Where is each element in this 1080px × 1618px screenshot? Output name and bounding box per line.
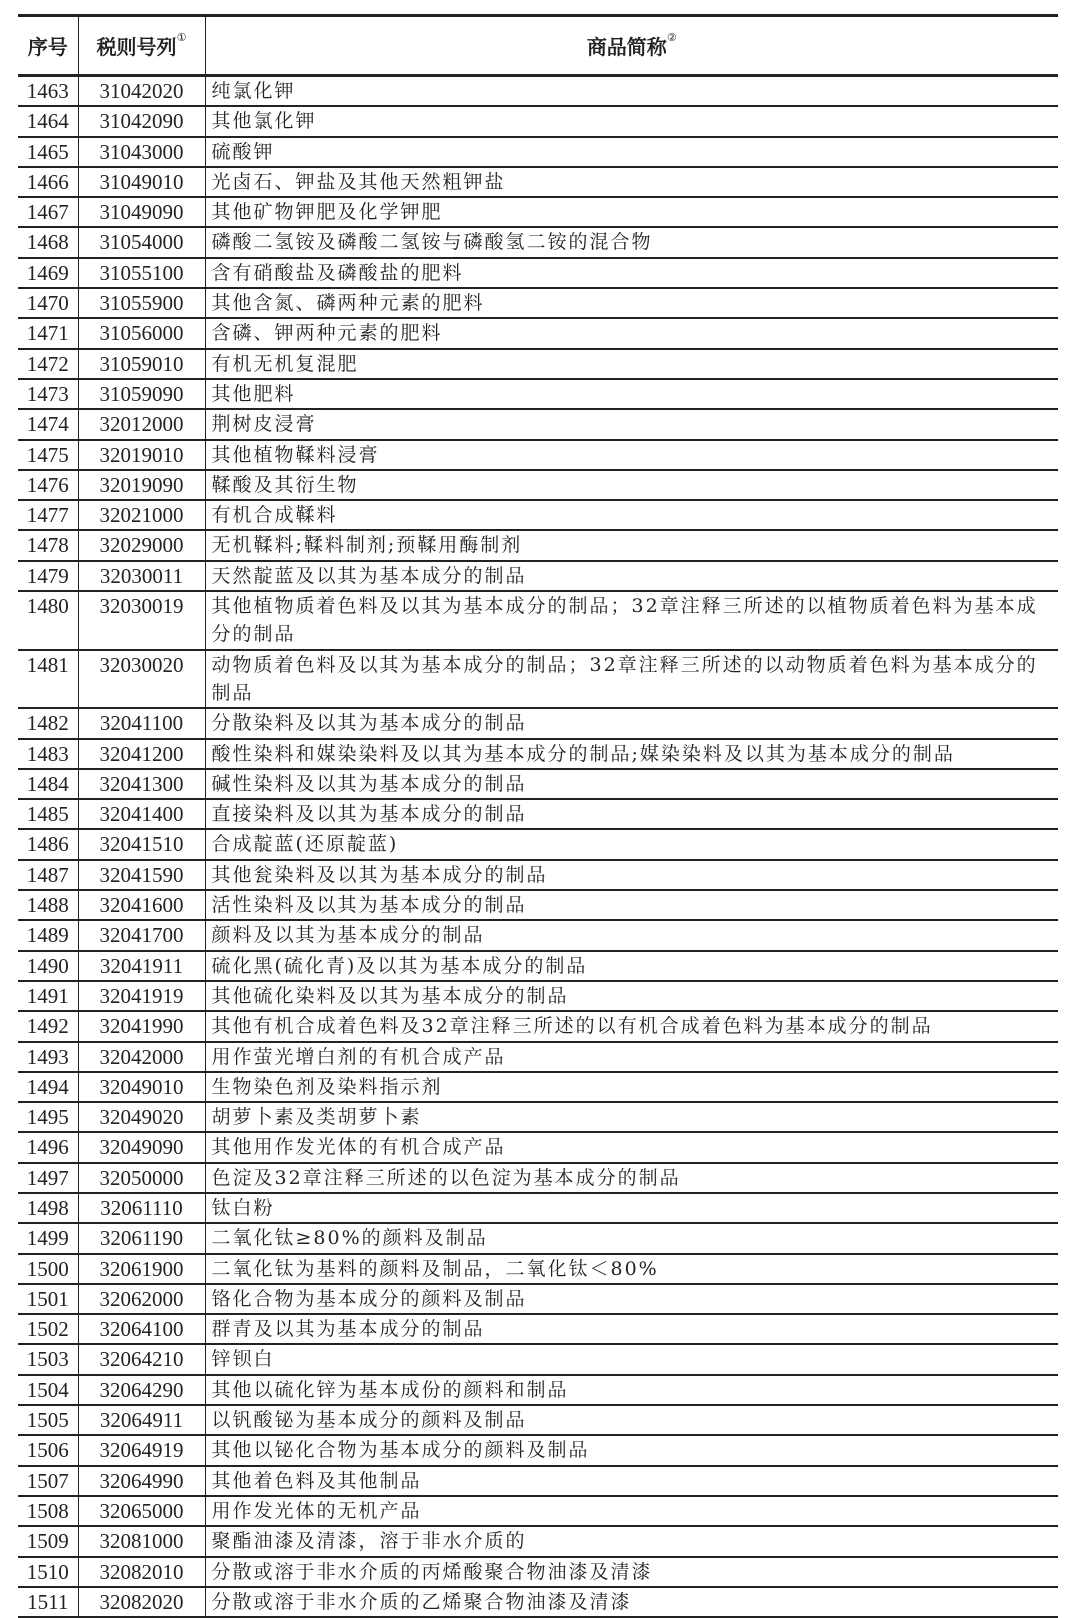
product-name: 直接染料及以其为基本成分的制品 xyxy=(205,799,1058,829)
product-name: 二氧化钛为基料的颜料及制品，二氧化钛＜80% xyxy=(205,1254,1058,1284)
product-name: 其他着色料及其他制品 xyxy=(205,1466,1058,1496)
table-row xyxy=(18,1587,1058,1617)
footnote-marker: ① xyxy=(176,31,187,44)
table-row xyxy=(18,318,1058,348)
product-name: 其他肥料 xyxy=(205,379,1058,409)
tariff-code: 31055900 xyxy=(78,288,205,318)
table-row xyxy=(18,167,1058,197)
tariff-code: 31055100 xyxy=(78,258,205,288)
row-number: 1489 xyxy=(26,923,69,948)
row-number: 1493 xyxy=(26,1044,69,1069)
row-number: 1463 xyxy=(26,79,69,103)
product-name: 无机鞣料;鞣料制剂;预鞣用酶制剂 xyxy=(205,530,1058,560)
tariff-code: 32049010 xyxy=(78,1072,205,1102)
tariff-code: 32050000 xyxy=(78,1163,205,1193)
table-row xyxy=(18,1466,1058,1496)
row-number: 1472 xyxy=(26,351,69,376)
table-row xyxy=(18,1405,1058,1435)
tariff-code: 31042090 xyxy=(78,106,205,136)
tariff-code: 32041990 xyxy=(78,1011,205,1041)
table-row xyxy=(18,1042,1058,1072)
table-row xyxy=(18,440,1058,470)
product-name: 荆树皮浸膏 xyxy=(205,409,1058,439)
row-number: 1504 xyxy=(26,1377,69,1402)
product-name: 其他植物质着色料及以其为基本成分的制品；32章注释三所述的以植物质着色料为基本成分的制品 xyxy=(205,591,1058,650)
row-number: 1496 xyxy=(26,1135,69,1160)
product-name: 分散染料及以其为基本成分的制品 xyxy=(205,708,1058,738)
tariff-code: 31054000 xyxy=(78,227,205,257)
row-number: 1494 xyxy=(26,1074,69,1099)
table-row xyxy=(18,288,1058,318)
table-row xyxy=(18,650,1058,709)
product-name: 色淀及32章注释三所述的以色淀为基本成分的制品 xyxy=(205,1163,1058,1193)
row-number: 1510 xyxy=(26,1559,69,1584)
table-row xyxy=(18,561,1058,591)
row-number: 1467 xyxy=(26,200,69,225)
product-name: 天然靛蓝及以其为基本成分的制品 xyxy=(205,561,1058,591)
tariff-code: 32041510 xyxy=(78,829,205,859)
tariff-code: 32041300 xyxy=(78,769,205,799)
tariff-code: 32049090 xyxy=(78,1132,205,1162)
product-name: 纯氯化钾 xyxy=(205,76,1058,107)
row-number: 1481 xyxy=(26,652,69,677)
tariff-code: 32041919 xyxy=(78,981,205,1011)
table-row xyxy=(18,1284,1058,1314)
tariff-code: 32019090 xyxy=(78,470,205,500)
tariff-code: 32081000 xyxy=(78,1526,205,1556)
product-name: 其他植物鞣料浸膏 xyxy=(205,440,1058,470)
table-row xyxy=(18,1193,1058,1223)
product-name: 用作发光体的无机产品 xyxy=(205,1496,1058,1526)
table-row xyxy=(18,769,1058,799)
table-row xyxy=(18,739,1058,769)
product-name: 合成靛蓝(还原靛蓝) xyxy=(205,829,1058,859)
row-number: 1505 xyxy=(26,1408,69,1433)
footnote-marker: ② xyxy=(666,31,677,44)
table-row xyxy=(18,530,1058,560)
tariff-code: 31059090 xyxy=(78,379,205,409)
product-name: 以钒酸铋为基本成分的颜料及制品 xyxy=(205,1405,1058,1435)
row-number: 1469 xyxy=(26,260,69,285)
table-row xyxy=(18,500,1058,530)
product-name: 其他含氮、磷两种元素的肥料 xyxy=(205,288,1058,318)
row-number: 1511 xyxy=(27,1589,69,1614)
product-name: 其他氯化钾 xyxy=(205,106,1058,136)
product-name: 其他以铋化合物为基本成分的颜料及制品 xyxy=(205,1435,1058,1465)
tariff-code: 32064100 xyxy=(78,1314,205,1344)
tariff-code: 31042020 xyxy=(78,76,205,107)
tariff-code: 32082020 xyxy=(78,1587,205,1617)
table-row xyxy=(18,829,1058,859)
tariff-code: 32061110 xyxy=(78,1193,205,1223)
product-name: 硫酸钾 xyxy=(205,137,1058,167)
row-number: 1490 xyxy=(26,953,69,978)
header-code-label: 税则号列 xyxy=(96,35,177,59)
product-name: 硫化黑(硫化青)及以其为基本成分的制品 xyxy=(205,951,1058,981)
table-row xyxy=(18,76,1058,107)
row-number: 1508 xyxy=(26,1498,69,1523)
tariff-code: 32029000 xyxy=(78,530,205,560)
table-row xyxy=(18,860,1058,890)
row-number: 1470 xyxy=(26,291,69,316)
table-row xyxy=(18,137,1058,167)
tariff-code: 31043000 xyxy=(78,137,205,167)
row-number: 1501 xyxy=(26,1286,69,1311)
product-name: 含磷、钾两种元素的肥料 xyxy=(205,318,1058,348)
row-number: 1475 xyxy=(26,442,69,467)
table-row xyxy=(18,890,1058,920)
table-row xyxy=(18,1526,1058,1556)
table-row xyxy=(18,799,1058,829)
row-number: 1473 xyxy=(26,381,69,406)
product-name: 含有硝酸盐及磷酸盐的肥料 xyxy=(205,258,1058,288)
row-number: 1465 xyxy=(26,139,69,164)
row-number: 1464 xyxy=(26,109,69,134)
row-number: 1495 xyxy=(26,1105,69,1130)
table-row xyxy=(18,1102,1058,1132)
product-name: 光卤石、钾盐及其他天然粗钾盐 xyxy=(205,167,1058,197)
product-name: 有机合成鞣料 xyxy=(205,500,1058,530)
table-row xyxy=(18,708,1058,738)
row-number: 1499 xyxy=(26,1226,69,1251)
product-name: 用作萤光增白剂的有机合成产品 xyxy=(205,1042,1058,1072)
tariff-code: 31049010 xyxy=(78,167,205,197)
product-name: 其他用作发光体的有机合成产品 xyxy=(205,1132,1058,1162)
tariff-code: 32064290 xyxy=(78,1375,205,1405)
header-code xyxy=(78,16,205,76)
table-row xyxy=(18,1557,1058,1587)
row-number: 1480 xyxy=(26,594,69,619)
row-number: 1487 xyxy=(26,862,69,887)
tariff-code: 32012000 xyxy=(78,409,205,439)
table-row xyxy=(18,1072,1058,1102)
table-row xyxy=(18,1132,1058,1162)
tariff-code: 32061190 xyxy=(78,1223,205,1253)
table-row xyxy=(18,379,1058,409)
tariff-code: 32041911 xyxy=(78,951,205,981)
tariff-code: 32030020 xyxy=(78,650,205,709)
table-row xyxy=(18,591,1058,650)
tariff-code: 31049090 xyxy=(78,197,205,227)
table-header xyxy=(18,16,1058,76)
table-row xyxy=(18,1496,1058,1526)
tariff-code: 32041600 xyxy=(78,890,205,920)
product-name: 碱性染料及以其为基本成分的制品 xyxy=(205,769,1058,799)
row-number: 1502 xyxy=(26,1317,69,1342)
row-number: 1497 xyxy=(26,1165,69,1190)
row-number: 1468 xyxy=(26,230,69,255)
row-number: 1477 xyxy=(26,503,69,528)
product-name: 分散或溶于非水介质的丙烯酸聚合物油漆及清漆 xyxy=(205,1557,1058,1587)
table-row xyxy=(18,1314,1058,1344)
tariff-code: 32064919 xyxy=(78,1435,205,1465)
product-name: 聚酯油漆及清漆，溶于非水介质的 xyxy=(205,1526,1058,1556)
product-name: 有机无机复混肥 xyxy=(205,349,1058,379)
row-number: 1492 xyxy=(26,1014,69,1039)
product-name: 动物质着色料及以其为基本成分的制品；32章注释三所述的以动物质着色料为基本成分的制品 xyxy=(205,650,1058,709)
tariff-code: 32041100 xyxy=(78,708,205,738)
table-row xyxy=(18,409,1058,439)
table-row xyxy=(18,106,1058,136)
product-name: 分散或溶于非水介质的乙烯聚合物油漆及清漆 xyxy=(205,1587,1058,1617)
table-row xyxy=(18,1344,1058,1374)
row-number: 1491 xyxy=(26,983,69,1008)
tariff-code: 32064210 xyxy=(78,1344,205,1374)
table-row xyxy=(18,981,1058,1011)
row-number: 1483 xyxy=(26,741,69,766)
product-name: 其他以硫化锌为基本成份的颜料和制品 xyxy=(205,1375,1058,1405)
product-name: 生物染色剂及染料指示剂 xyxy=(205,1072,1058,1102)
header-seq-label: 序号 xyxy=(27,35,68,59)
product-name: 其他矿物钾肥及化学钾肥 xyxy=(205,197,1058,227)
product-name: 鞣酸及其衍生物 xyxy=(205,470,1058,500)
product-name: 锌钡白 xyxy=(205,1344,1058,1374)
row-number: 1498 xyxy=(26,1195,69,1220)
tariff-code: 32064990 xyxy=(78,1466,205,1496)
product-name: 群青及以其为基本成分的制品 xyxy=(205,1314,1058,1344)
product-name: 其他有机合成着色料及32章注释三所述的以有机合成着色料为基本成分的制品 xyxy=(205,1011,1058,1041)
tariff-code: 32082010 xyxy=(78,1557,205,1587)
row-number: 1488 xyxy=(26,893,69,918)
product-name: 活性染料及以其为基本成分的制品 xyxy=(205,890,1058,920)
row-number: 1474 xyxy=(26,412,69,437)
tariff-code: 32021000 xyxy=(78,500,205,530)
table-row xyxy=(18,258,1058,288)
product-name: 磷酸二氢铵及磷酸二氢铵与磷酸氢二铵的混合物 xyxy=(205,227,1058,257)
row-number: 1500 xyxy=(26,1256,69,1281)
table-row xyxy=(18,1223,1058,1253)
tariff-code: 32062000 xyxy=(78,1284,205,1314)
table-row xyxy=(18,349,1058,379)
table-row xyxy=(18,470,1058,500)
tariff-code: 31059010 xyxy=(78,349,205,379)
row-number: 1479 xyxy=(26,563,69,588)
tariff-code: 32041590 xyxy=(78,860,205,890)
table-row xyxy=(18,1163,1058,1193)
table-row xyxy=(18,1435,1058,1465)
header-name-label: 商品简称 xyxy=(586,35,667,59)
tariff-code: 32041400 xyxy=(78,799,205,829)
table-row xyxy=(18,227,1058,257)
tariff-code: 32030011 xyxy=(78,561,205,591)
product-name: 胡萝卜素及类胡萝卜素 xyxy=(205,1102,1058,1132)
header-seq xyxy=(18,16,78,76)
product-name: 钛白粉 xyxy=(205,1193,1058,1223)
table-row xyxy=(18,1375,1058,1405)
tariff-code: 32030019 xyxy=(78,591,205,650)
row-number: 1466 xyxy=(26,169,69,194)
table-row xyxy=(18,951,1058,981)
tariff-code: 31056000 xyxy=(78,318,205,348)
tariff-code: 32042000 xyxy=(78,1042,205,1072)
tariff-code: 32041200 xyxy=(78,739,205,769)
tariff-table xyxy=(18,14,1058,1618)
row-number: 1503 xyxy=(26,1347,69,1372)
header-name xyxy=(205,16,1058,76)
tariff-code: 32061900 xyxy=(78,1254,205,1284)
tariff-code: 32065000 xyxy=(78,1496,205,1526)
row-number: 1509 xyxy=(26,1529,69,1554)
row-number: 1507 xyxy=(26,1468,69,1493)
product-name: 铬化合物为基本成分的颜料及制品 xyxy=(205,1284,1058,1314)
row-number: 1506 xyxy=(26,1438,69,1463)
product-name: 颜料及以其为基本成分的制品 xyxy=(205,920,1058,950)
product-name: 二氧化钛≥80%的颜料及制品 xyxy=(205,1223,1058,1253)
row-number: 1476 xyxy=(26,472,69,497)
tariff-code: 32049020 xyxy=(78,1102,205,1132)
row-number: 1471 xyxy=(26,321,69,346)
product-name: 酸性染料和媒染染料及以其为基本成分的制品;媒染染料及以其为基本成分的制品 xyxy=(205,739,1058,769)
table-row xyxy=(18,1254,1058,1284)
product-name: 其他硫化染料及以其为基本成分的制品 xyxy=(205,981,1058,1011)
table-row xyxy=(18,197,1058,227)
tariff-code: 32019010 xyxy=(78,440,205,470)
row-number: 1482 xyxy=(26,711,69,736)
row-number: 1484 xyxy=(26,771,69,796)
tariff-code: 32041700 xyxy=(78,920,205,950)
row-number: 1485 xyxy=(26,802,69,827)
row-number: 1486 xyxy=(26,832,69,857)
product-name: 其他瓮染料及以其为基本成分的制品 xyxy=(205,860,1058,890)
row-number: 1478 xyxy=(26,533,69,558)
table-row xyxy=(18,920,1058,950)
tariff-code: 32064911 xyxy=(78,1405,205,1435)
table-row xyxy=(18,1011,1058,1041)
